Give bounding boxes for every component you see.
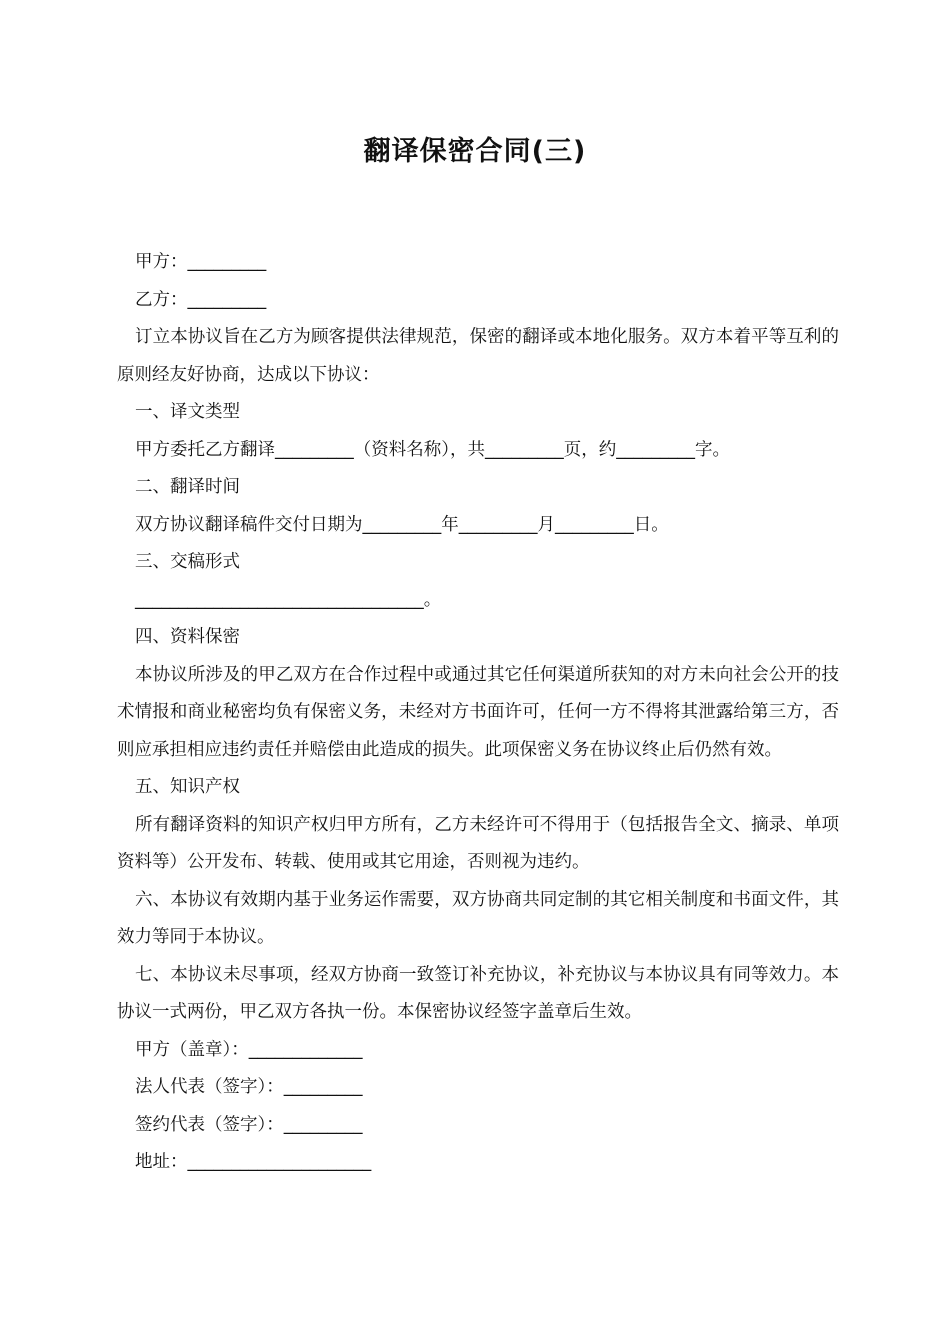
section-3-body: _________________________________。 [135, 589, 442, 610]
intro-paragraph: 订立本协议旨在乙方为顾客提供法律规范，保密的翻译或本地化服务。双方本着平等互利的原则经友好协商，达成以下协议： [117, 327, 839, 385]
section-2-body: 双方协议翻译稿件交付日期为_________年_________月_________日。 [135, 514, 669, 535]
signature-address: 地址：_____________________ [135, 1152, 372, 1172]
section-1-body: 甲方委托乙方翻译_________（资料名称），共_________页，约_________字。 [135, 439, 730, 460]
signature-party-a: 甲方（盖章）：_____________ [135, 1039, 363, 1060]
section-2-heading: 二、翻译时间 [135, 477, 240, 497]
section-5-body: 所有翻译资料的知识产权归甲方所有，乙方未经许可不得用于（包括报告全文、摘录、单项资料等）公开发布、转载、使用或其它用途，否则视为违约。 [117, 814, 839, 872]
document-title: 翻译保密合同(三) [363, 136, 587, 167]
section-6-paragraph: 六、本协议有效期内基于业务运作需要，双方协商共同定制的其它相关制度和书面文件，其效力等同于本协议。 [117, 889, 839, 947]
signature-rep: 签约代表（签字）：_________ [135, 1114, 363, 1135]
section-3-heading: 三、交稿形式 [135, 552, 240, 572]
section-5-heading: 五、知识产权 [135, 777, 240, 797]
section-7-paragraph: 七、本协议未尽事项，经双方协商一致签订补充协议，补充协议与本协议具有同等效力。本协议一式两份，甲乙双方各执一份。本保密协议经签字盖章后生效。 [117, 964, 839, 1022]
section-1-heading: 一、译文类型 [135, 402, 240, 422]
section-4-body: 本协议所涉及的甲乙双方在合作过程中或通过其它任何渠道所获知的对方未向社会公开的技术情报和商业秘密均负有保密义务，未经对方书面许可，任何一方不得将其泄露给第三方，否则应承担相应违约责任并赔偿由此造成的损失。此项保密义务在协议终止后仍然有效。 [117, 664, 839, 760]
section-4-heading: 四、资料保密 [135, 627, 240, 647]
signature-legal-rep: 法人代表（签字）：_________ [135, 1077, 363, 1097]
document-body [117, 244, 839, 1182]
party-b-line: 乙方：_________ [135, 289, 267, 310]
party-a-line: 甲方：_________ [135, 252, 267, 272]
